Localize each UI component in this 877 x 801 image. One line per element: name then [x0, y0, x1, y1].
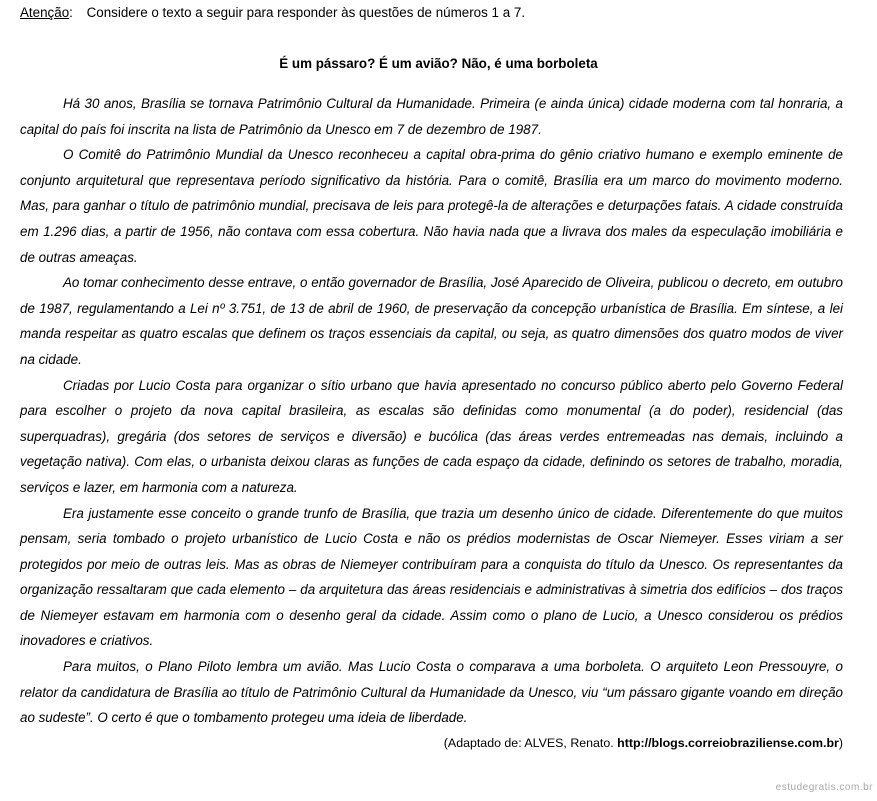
- source-prefix: (Adaptado de: ALVES, Renato.: [443, 736, 618, 750]
- article-title: É um pássaro? É um avião? Não, é uma borboleta: [279, 56, 598, 71]
- paragraph-1: Há 30 anos, Brasília se tornava Patrimônio Cultural da Humanidade. Primeira (e ainda única) cidade moderna com tal honraria, a capital do país foi inscrita na lista de Patrimônio da Unesco em 7 de dezembro de 1987.: [20, 96, 843, 137]
- paragraph-5: Era justamente esse conceito o grande trunfo de Brasília, que trazia um desenho único de cidade. Diferentemente do que muitos pensam, seria tombado o projeto urbanístico de Lucio Costa e não os prédios modernistas de Oscar Niemeyer. Esses viriam a ser protegidos por meio de outras leis. Mas as obras de Niemeyer contribuíram para a conquista do título da Unesco. Os representantes da organização ressaltaram que cada elemento – da arquitetura das áreas residenciais e administrativas à simetria dos edifícios – dos traços de Niemeyer estavam em harmonia com o desenho geral da cidade. Assim como o plano de Lucio, a Unesco considerou os prédios inovadores e criativos.: [20, 505, 843, 649]
- attention-notice: [20, 5, 525, 20]
- paragraph-3: Ao tomar conhecimento desse entrave, o então governador de Brasília, José Aparecido de Oliveira, publicou o decreto, em outubro de 1987, regulamentando a Lei nº 3.751, de 13 de abril de 1960, de preservação da concepção urbanística de Brasília. Em síntese, a lei manda respeitar as quatro escalas que definem os traços essenciais da capital, ou seja, as quatro dimensões dos quatro modos de viver na cidade.: [20, 275, 843, 367]
- source-citation: [444, 736, 843, 750]
- attention-text: Considere o texto a seguir para responder às questões de números 1 a 7.: [86, 5, 526, 20]
- article-body: [20, 91, 843, 731]
- paragraph-6: Para muitos, o Plano Piloto lembra um avião. Mas Lucio Costa o comparava a uma borboleta. O arquiteto Leon Pressouyre, o relator da candidatura de Brasília ao título de Patrimônio Cultural da Humanidade da Unesco, viu “um pássaro gigante voando em direção ao sudeste”. O certo é que o tombamento protegeu uma ideia de liberdade.: [20, 659, 843, 726]
- attention-label: Atenção: [20, 5, 70, 20]
- paragraph-2: O Comitê do Patrimônio Mundial da Unesco reconheceu a capital obra-prima do gênio criativo humano e exemplo eminente de conjunto arquitetural que representava período significativo da história. Para o comitê, Brasília era um marco do movimento moderno. Mas, para ganhar o título de patrimônio mundial, precisava de leis para protegê-la de alterações e deturpações fatais. A cidade construída em 1.296 dias, a partir de 1956, não contava com essa cobertura. Não havia nada que a livrava dos males da especulação imobiliária e de outras ameaças.: [20, 147, 843, 265]
- source-url: http://blogs.correiobraziliense.com.br: [617, 736, 839, 750]
- source-suffix: ): [838, 736, 843, 750]
- attention-colon: :: [69, 5, 73, 20]
- site-watermark: estudegratis.com.br: [775, 782, 873, 793]
- paragraph-4: Criadas por Lucio Costa para organizar o sítio urbano que havia apresentado no concurso público aberto pelo Governo Federal para escolher o projeto da nova capital brasileira, as escalas são definidas como monumental (a do poder), residencial (das superquadras), gregária (dos setores de serviços e diversão) e bucólica (das áreas verdes entremeadas nas demais, incluindo a vegetação nativa). Com elas, o urbanista deixou claras as funções de cada espaço da cidade, definindo os setores de trabalho, moradia, serviços e lazer, em harmonia com a natureza.: [20, 377, 843, 495]
